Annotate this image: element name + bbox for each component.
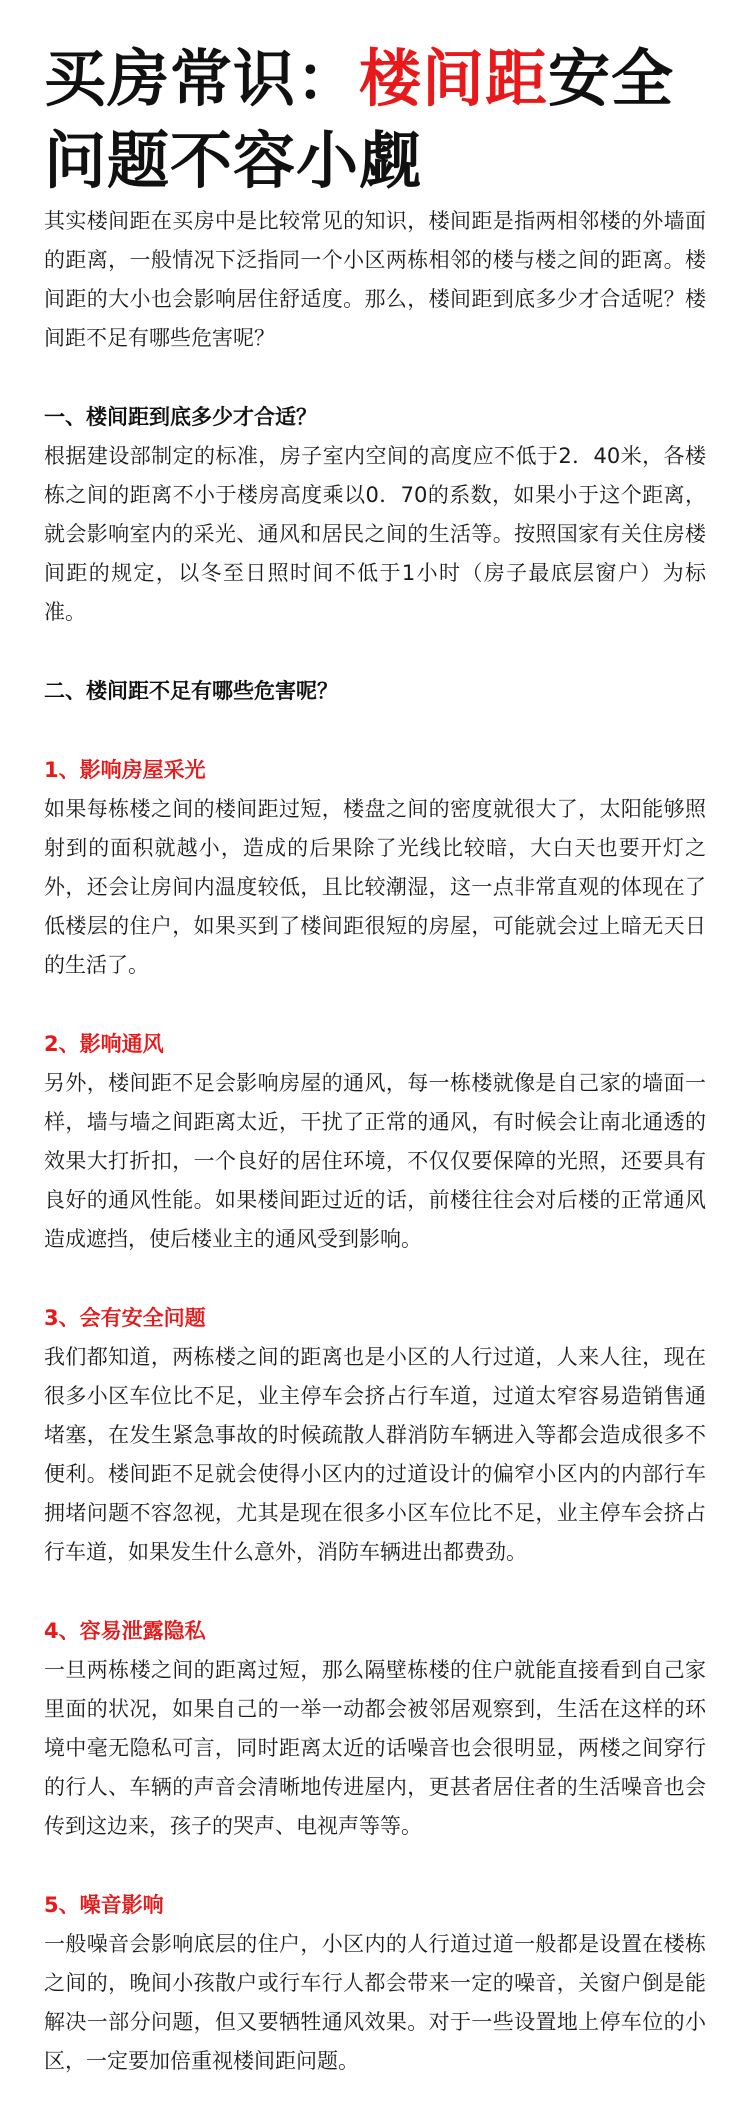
subsection-heading-privacy: 4、容易泄露隐私 xyxy=(44,1619,206,1643)
subsection-body-privacy: 一旦两栋楼之间的距离过短，那么隔壁栋楼的住户就能直接看到自己家里面的状况，如果自己的一举一动都会被邻居观察到，生活在这样的环境中毫无隐私可言，同时距离太近的话噪音也会很明显，两楼之间穿行的行人、车辆的声音会清晰地传进屋内，更甚者居住者的生活噪音也会传到这边来，孩子的哭声、电视声等等。 xyxy=(44,1658,706,1838)
section-heading-2: 二、楼间距不足有哪些危害呢？ xyxy=(44,679,338,703)
subsection-heading-noise: 5、噪音影响 xyxy=(44,1893,164,1917)
title-prefix: 买房常识： xyxy=(44,42,360,115)
section-body-1: 根据建设部制定的标准，房子室内空间的高度应不低于2．40米，各楼栋之间的距离不小于楼房高度乘以0．70的系数，如果小于这个距离，就会影响室内的采光、通风和居民之间的生活等。按照国家有关住房楼间距的规定，以冬至日照时间不低于1小时（房子最底层窗户）为标准。 xyxy=(44,444,706,624)
article-title xyxy=(44,38,706,202)
subsection-body-ventilation: 另外，楼间距不足会影响房屋的通风，每一栋楼就像是自己家的墙面一样，墙与墙之间距离太近，干扰了正常的通风，有时候会让南北通透的效果大打折扣，一个良好的居住环境，不仅仅要保障的光照，还要具有良好的通风性能。如果楼间距过近的话，前楼往往会对后楼的正常通风造成遮挡，使后楼业主的通风受到影响。 xyxy=(44,1071,706,1251)
intro-paragraph: 其实楼间距在买房中是比较常见的知识，楼间距是指两相邻楼的外墙面的距离，一般情况下泛指同一个小区两栋相邻的楼与楼之间的距离。楼间距的大小也会影响居住舒适度。那么，楼间距到底多少才合适呢？楼间距不足有哪些危害呢？ xyxy=(44,209,706,350)
section-heading-1: 一、楼间距到底多少才合适？ xyxy=(44,405,317,429)
subsection-body-noise: 一般噪音会影响底层的住户，小区内的人行道过道一般都是设置在楼栋之间的，晚间小孩散户或行车行人都会带来一定的噪音，关窗户倒是能解决一部分问题，但又要牺牲通风效果。对于一些设置地上停车位的小区，一定要加倍重视楼间距问题。 xyxy=(44,1932,706,2073)
subsection-heading-safety: 3、会有安全问题 xyxy=(44,1306,206,1330)
title-highlight: 楼间距 xyxy=(359,42,549,115)
subsection-body-lighting: 如果每栋楼之间的楼间距过短，楼盘之间的密度就很大了，太阳能够照射到的面积就越小，造成的后果除了光线比较暗，大白天也要开灯之外，还会让房间内温度较低，且比较潮湿，这一点非常直观的体现在了低楼层的住户，如果买到了楼间距很短的房屋，可能就会过上暗无天日的生活了。 xyxy=(44,797,706,977)
subsection-body-safety: 我们都知道，两栋楼之间的距离也是小区的人行过道，人来人往，现在很多小区车位比不足，业主停车会挤占行车道，过道太窄容易造销售通堵塞，在发生紧急事故的时候疏散人群消防车辆进入等都会造成很多不便利。楼间距不足就会使得小区内的过道设计的偏窄小区内的内部行车拥堵问题不容忽视，尤其是现在很多小区车位比不足，业主停车会挤占行车道，如果发生什么意外，消防车辆进出都费劲。 xyxy=(44,1345,706,1564)
title-suffix: 安全问题不容小觑 xyxy=(44,42,675,197)
subsection-heading-ventilation: 2、影响通风 xyxy=(44,1032,164,1056)
subsection-heading-lighting: 1、影响房屋采光 xyxy=(44,758,206,782)
